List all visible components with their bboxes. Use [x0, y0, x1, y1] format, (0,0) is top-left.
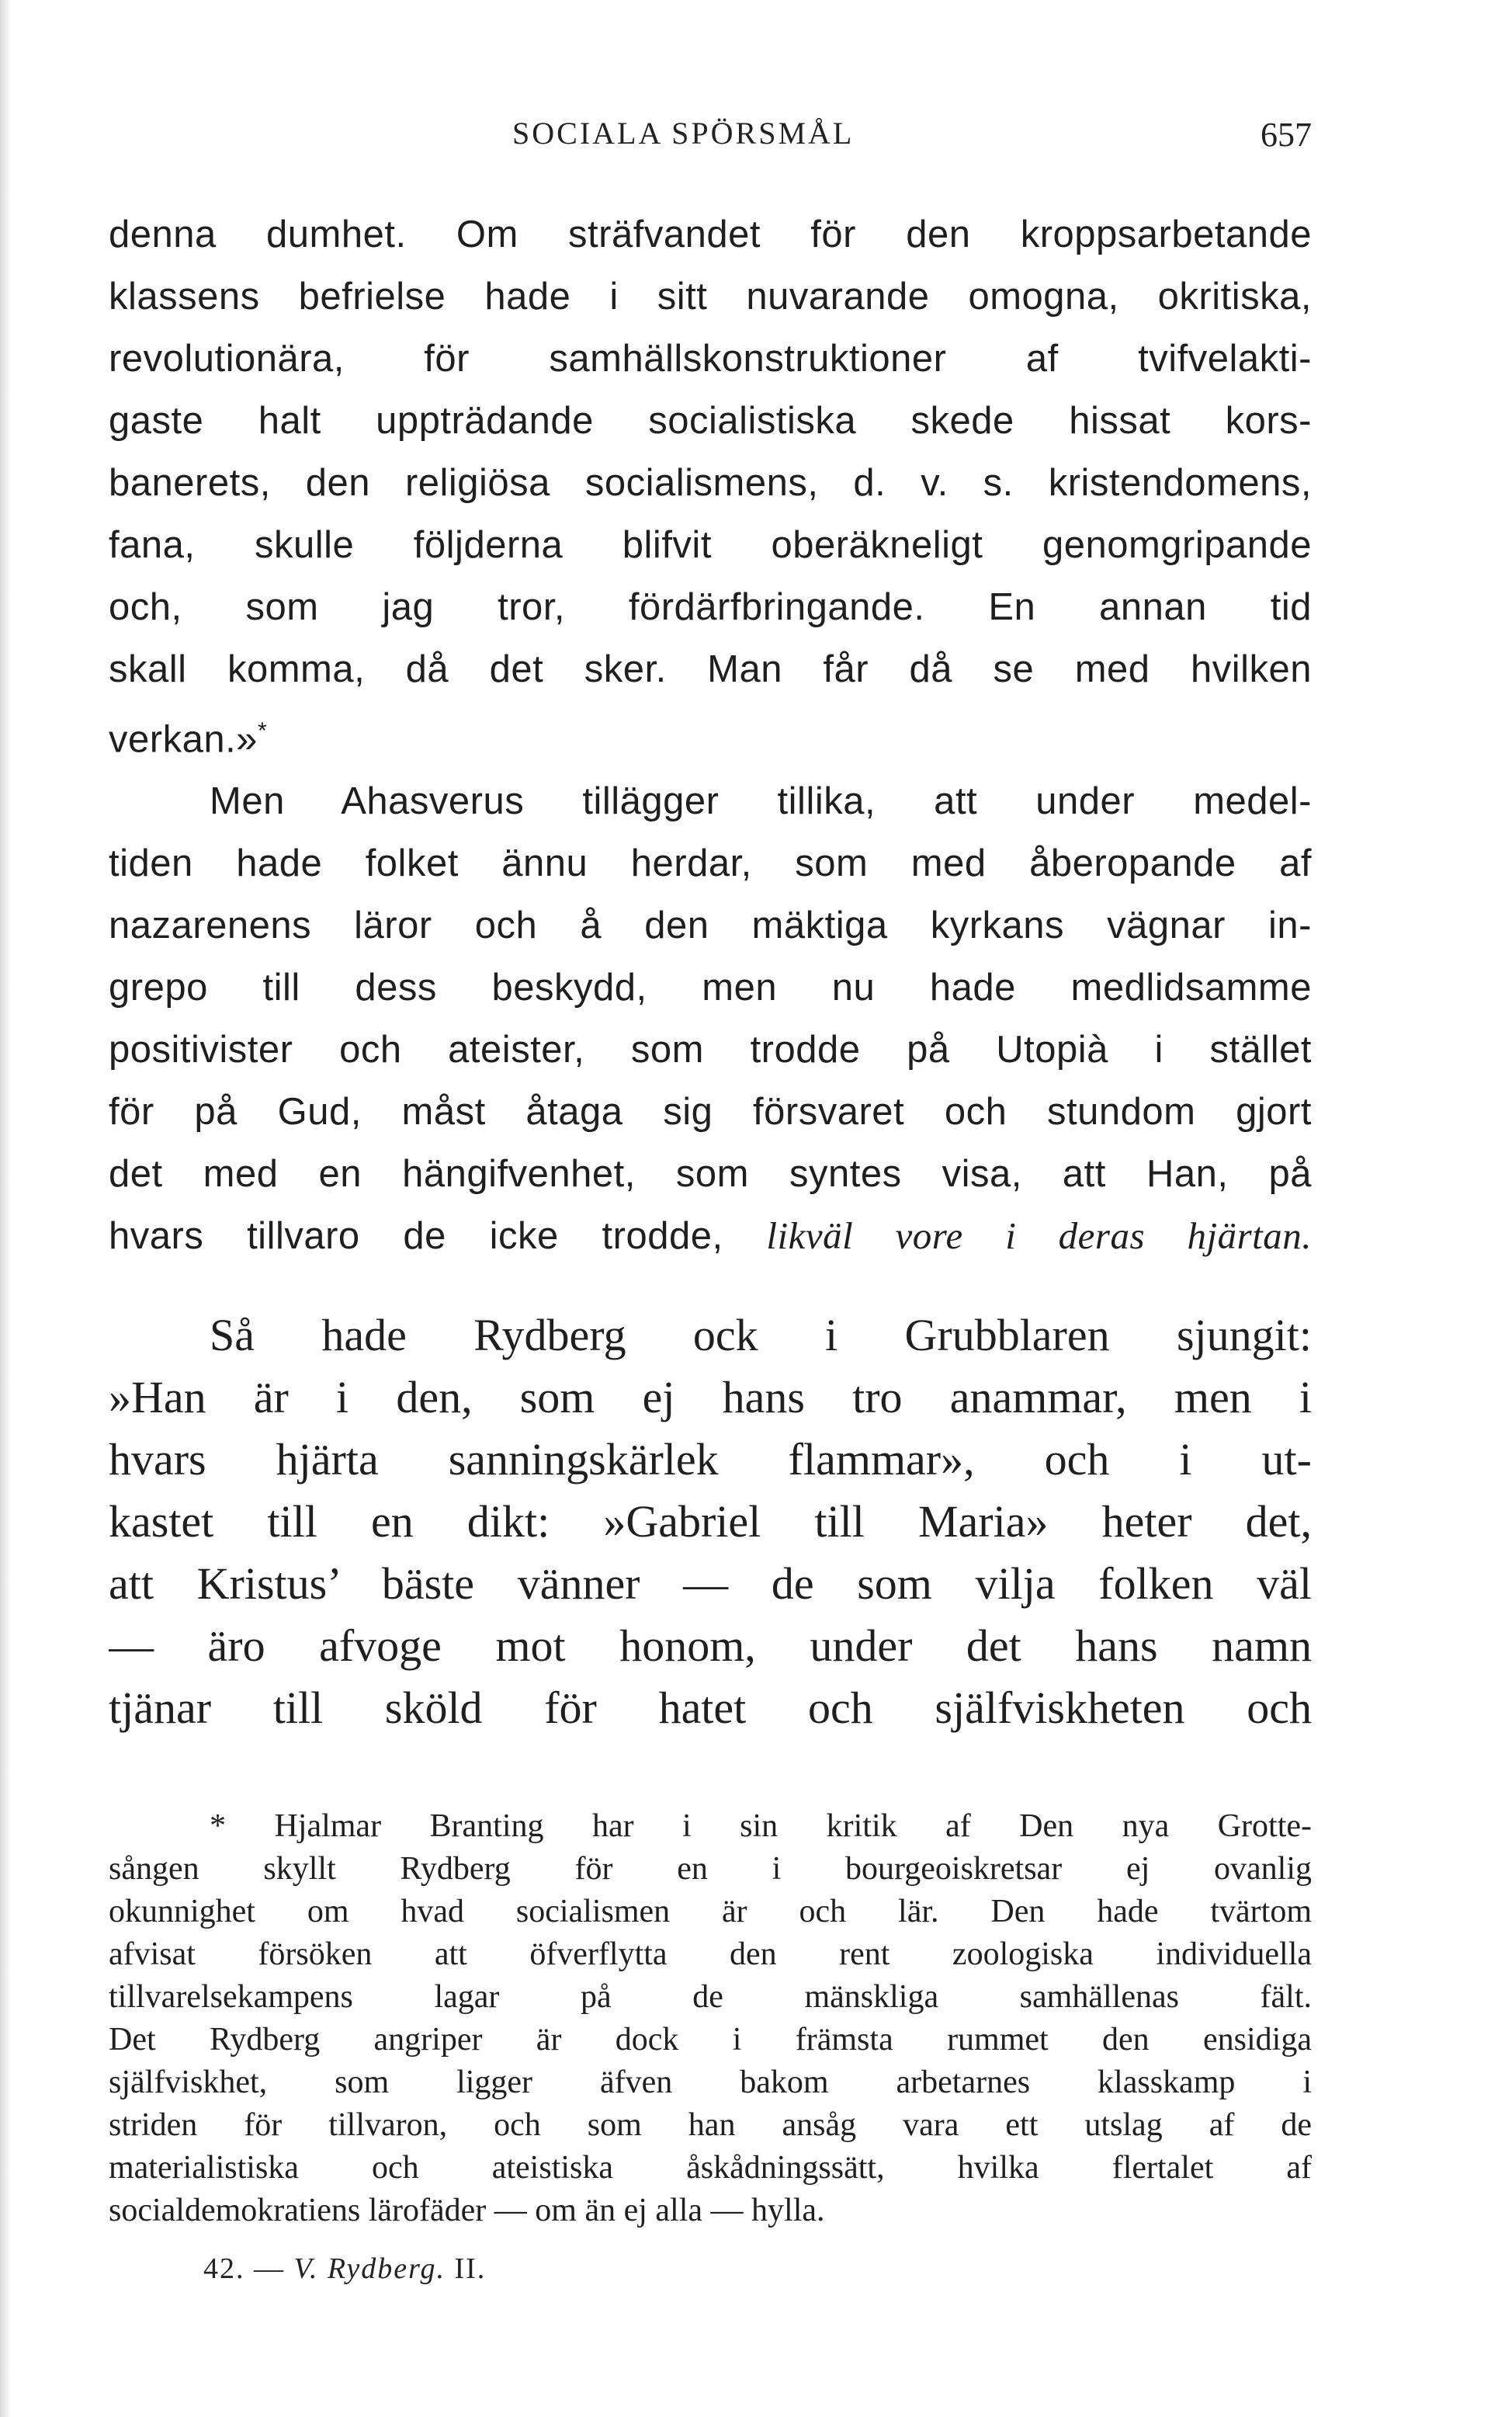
signature-line: [203, 2252, 486, 2286]
signature-volume: II.: [454, 2252, 487, 2285]
text-line: skall komma, då det sker. Man får då se med hvilken: [109, 648, 1312, 690]
large-text-block: [109, 1304, 1312, 1739]
footnote-line: själfviskhet, som ligger äfven bakom arbetarnes klasskamp i: [109, 2065, 1312, 2100]
page-edge-shadow: [0, 0, 11, 2417]
text-line: fana, skulle följderna blifvit oberäkneligt genomgripande: [109, 524, 1312, 566]
main-text-block: [109, 203, 1312, 1267]
text-line: klassens befrielse hade i sitt nuvarande omogna, okritiska,: [109, 276, 1312, 318]
text-line: och, som jag tror, fördärfbringande. En annan tid: [109, 586, 1312, 628]
large-text-line: tjänar till sköld för hatet och själfviskheten och: [109, 1683, 1312, 1733]
text-line: för på Gud, måst åtaga sig försvaret och stundom gjort: [109, 1091, 1312, 1134]
large-text-line-indented: Så hade Rydberg ock i Grubblaren sjungit:: [210, 1310, 1312, 1360]
text-line-with-italic: [109, 1205, 1312, 1267]
footnote-line: materialistiska och ateistiska åskådningssätt, hvilka flertalet af: [109, 2150, 1312, 2186]
footnote-line: striden för tillvaron, och som han ansåg vara ett utslag af de: [109, 2107, 1312, 2143]
footnote-line: sången skyllt Rydberg för en i bourgeoiskretsar ej ovanlig: [109, 1851, 1312, 1887]
signature-number: 42.: [203, 2252, 245, 2285]
signature-dash: —: [254, 2252, 285, 2285]
signature-author: V. Rydberg.: [293, 2252, 446, 2285]
text-line: tiden hade folket ännu herdar, som med åberopande af: [109, 842, 1312, 885]
page-number: 657: [1261, 116, 1312, 154]
text-line: nazarenens läror och å den mäktiga kyrkans vägnar in-: [109, 905, 1312, 947]
text-line: banerets, den religiösa socialismens, d. v. s. kristendomens,: [109, 462, 1312, 504]
large-text-line: att Kristus’ bäste vänner — de som vilja folken väl: [109, 1558, 1312, 1609]
text-line: det med en hängifvenhet, som syntes visa, att Han, på: [109, 1153, 1312, 1196]
large-text-line: hvars hjärta sanningskärlek flammar», och i ut-: [109, 1434, 1312, 1485]
large-text-line: — äro afvoge mot honom, under det hans namn: [109, 1620, 1312, 1671]
paragraph-end-text: verkan.»: [109, 718, 258, 761]
footnote-line: afvisat försöken att öfverflytta den rent zoologiska individuella: [109, 1936, 1312, 1972]
italic-phrase: likväl vore i deras hjärtan.: [766, 1214, 1312, 1258]
text-line: grepo till dess beskydd, men nu hade medlidsamme: [109, 967, 1312, 1009]
large-text-line: »Han är i den, som ej hans tro anammar, men i: [109, 1372, 1312, 1422]
footnote-line-last: socialdemokratiens lärofäder — om än ej alla — hylla.: [109, 2193, 825, 2228]
text-line: revolutionära, för samhällskonstruktioner af tvifvelakti-: [109, 338, 1312, 380]
footnote-line: tillvarelsekampens lagar på de mänskliga samhällenas fält.: [109, 1979, 1312, 2015]
text-line-last: [109, 700, 1312, 770]
text-line: gaste halt uppträdande socialistiska skede hissat kors-: [109, 400, 1312, 442]
large-text-line: kastet till en dikt: »Gabriel till Maria» heter det,: [109, 1496, 1312, 1547]
footnote-line-indented: * Hjalmar Branting har i sin kritik af Den nya Grotte-: [210, 1808, 1312, 1844]
footnote-line: okunnighet om hvad socialismen är och lär. Den hade tvärtom: [109, 1894, 1312, 1929]
text-line: denna dumhet. Om sträfvandet för den kroppsarbetande: [109, 214, 1312, 255]
footnote-block: [109, 1805, 1312, 2232]
footnote-line: Det Rydberg angriper är dock i främsta rummet den ensidiga: [109, 2022, 1312, 2058]
text-line-indented: Men Ahasverus tillägger tillika, att under medel-: [210, 780, 1312, 823]
text-line: positivister och ateister, som trodde på Utopià i stället: [109, 1029, 1312, 1071]
page-header: [109, 115, 1312, 161]
footnote-marker: *: [257, 718, 268, 744]
text-segment: hvars tillvaro de icke trodde,: [109, 1215, 723, 1258]
running-head: SOCIALA SPÖRSMÅL: [512, 116, 855, 151]
